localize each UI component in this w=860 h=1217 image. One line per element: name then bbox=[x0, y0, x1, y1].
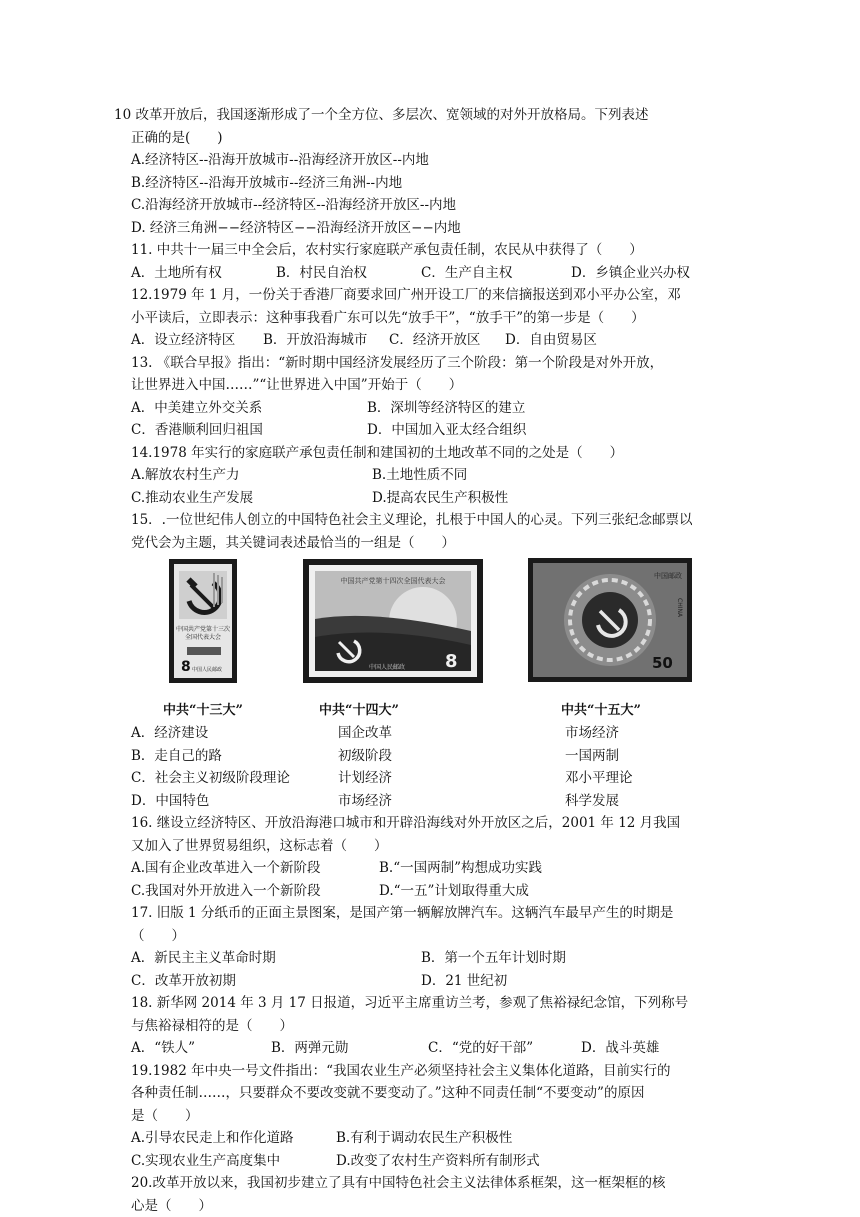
option-b[interactable]: B.有利于调动农民生产积极性 bbox=[336, 1127, 512, 1150]
option-a[interactable]: A．中美建立外交关系 bbox=[131, 397, 262, 420]
options-row bbox=[131, 262, 731, 285]
option-a[interactable]: A.经济特区--沿海开放城市--沿海经济开放区--内地 bbox=[131, 149, 731, 172]
question-13 bbox=[131, 352, 731, 442]
question-stem: 10 改革开放后，我国逐渐形成了一个全方位、多层次、宽领域的对外开放格局。下列表述 bbox=[114, 104, 731, 127]
question-stem: 正确的是( ) bbox=[131, 127, 731, 150]
question-11 bbox=[131, 239, 731, 284]
option-cell: B．走自己的路 bbox=[131, 745, 222, 768]
question-stem: 与焦裕禄相符的是（ ） bbox=[131, 1015, 731, 1038]
question-stem: 20.改革开放以来，我国初步建立了具有中国特色社会主义法律体系框架，这一框架框的核 bbox=[131, 1172, 731, 1195]
question-stem: 小平读后，立即表示：这种事我看广东可以先“放手干”，“放手干”的第一步是（ ） bbox=[131, 307, 731, 330]
option-c[interactable] bbox=[131, 767, 731, 790]
stamp-caption: 中共“十三大” bbox=[163, 700, 243, 723]
option-d[interactable]: D.改变了农村生产资料所有制形式 bbox=[336, 1150, 540, 1173]
option-b[interactable]: B．深圳等经济特区的建立 bbox=[367, 397, 525, 420]
options-row bbox=[131, 419, 731, 442]
question-stem: 19.1982 年中央一号文件指出：“我国农业生产必须坚持社会主义集体化道路，目前实行的 bbox=[131, 1060, 731, 1083]
question-stem: 各种责任制……，只要群众不要改变就不要变动了。”这种不同责任制“不要变动”的原因 bbox=[131, 1082, 731, 1105]
questions-content bbox=[131, 104, 731, 1217]
option-d[interactable]: D.提高农民生产积极性 bbox=[372, 487, 508, 510]
options-row bbox=[131, 857, 731, 880]
stamp-text: 中国人民邮政 bbox=[369, 663, 405, 671]
option-cell: 邓小平理论 bbox=[565, 767, 633, 790]
option-cell: C．社会主义初级阶段理论 bbox=[131, 767, 290, 790]
option-b[interactable]: B.“一国两制”构想成功实践 bbox=[379, 857, 542, 880]
option-a[interactable]: A.国有企业改革进入一个新阶段 bbox=[131, 857, 321, 880]
option-a[interactable]: A.引导农民走上和作化道路 bbox=[131, 1127, 294, 1150]
option-a[interactable]: A.解放农村生产力 bbox=[131, 464, 240, 487]
option-d[interactable] bbox=[131, 790, 731, 813]
option-cell: 初级阶段 bbox=[338, 745, 392, 768]
option-a[interactable]: A．设立经济特区 bbox=[131, 329, 235, 352]
options-row bbox=[131, 970, 731, 993]
option-b[interactable]: B.经济特区--沿海开放城市--经济三角洲--内地 bbox=[131, 172, 731, 195]
stamp-text: 中国邮政 bbox=[654, 571, 682, 580]
option-b[interactable]: B．村民自治权 bbox=[276, 262, 367, 285]
stamp-value: 8 bbox=[445, 651, 458, 672]
options-row bbox=[131, 880, 731, 903]
question-stem: 13. 《联合早报》指出：“新时期中国经济发展经历了三个阶段：第一个阶段是对外开放， bbox=[131, 352, 731, 375]
option-d[interactable]: D．自由贸易区 bbox=[505, 329, 597, 352]
stamp-value: 50 bbox=[652, 654, 673, 672]
stamp-14th-congress bbox=[303, 559, 483, 683]
question-stem: 又加入了世界贸易组织，这标志着（ ） bbox=[131, 835, 731, 858]
option-cell: 市场经济 bbox=[338, 790, 392, 813]
question-stem: 18. 新华网 2014 年 3 月 17 日报道，习近平主席重访兰考，参观了焦裕禄纪念馆，下列称号 bbox=[131, 992, 731, 1015]
stamp-caption: 中共“十五大” bbox=[561, 700, 641, 723]
option-b[interactable]: B．开放沿海城市 bbox=[263, 329, 367, 352]
option-c[interactable]: C.沿海经济开放城市--经济特区--沿海经济开放区--内地 bbox=[131, 194, 731, 217]
option-a[interactable]: A．新民主主义革命时期 bbox=[131, 947, 276, 970]
option-a[interactable]: A．土地所有权 bbox=[131, 262, 222, 285]
question-stem: 心是（ ） bbox=[131, 1195, 731, 1217]
option-c[interactable]: C．经济开放区 bbox=[389, 329, 480, 352]
question-18 bbox=[131, 992, 731, 1060]
option-d[interactable]: D．21 世纪初 bbox=[421, 970, 507, 993]
question-stem: 是（ ） bbox=[131, 1105, 731, 1128]
stamp-text: CHINA bbox=[676, 598, 683, 618]
question-10 bbox=[131, 104, 731, 239]
stamp-text: 全国代表大会 bbox=[185, 633, 221, 641]
question-stem: 16. 继设立经济特区、开放沿海港口城市和开辟沿海线对外开放区之后，2001 年 12 月我国 bbox=[131, 812, 731, 835]
option-a[interactable]: A．“铁人” bbox=[131, 1037, 195, 1060]
option-c[interactable]: C．“党的好干部” bbox=[428, 1037, 533, 1060]
option-d[interactable]: D.“一五”计划取得重大成 bbox=[379, 880, 529, 903]
question-19 bbox=[131, 1060, 731, 1173]
option-a[interactable] bbox=[131, 722, 731, 745]
stamp-caption: 中共“十四大” bbox=[319, 700, 399, 723]
option-c[interactable]: C．香港顺利回归祖国 bbox=[131, 419, 263, 442]
stamp-13th-congress bbox=[169, 559, 237, 683]
options-row bbox=[131, 1150, 731, 1173]
option-b[interactable] bbox=[131, 745, 731, 768]
option-c[interactable]: C.推动农业生产发展 bbox=[131, 487, 253, 510]
option-cell: D．中国特色 bbox=[131, 790, 209, 813]
stamps-row bbox=[131, 558, 731, 700]
option-c[interactable]: C.我国对外开放进入一个新阶段 bbox=[131, 880, 321, 903]
stamp-text: 中国共产党第十三次 bbox=[176, 625, 230, 633]
stamp-text: 中国人民邮政 bbox=[192, 666, 222, 673]
option-cell: 计划经济 bbox=[338, 767, 392, 790]
question-stem: 党代会为主题，其关键词表述最恰当的一组是（ ） bbox=[131, 532, 731, 555]
option-d[interactable]: D．中国加入亚太经合组织 bbox=[367, 419, 526, 442]
options-row bbox=[131, 329, 731, 352]
question-stem: 14.1978 年实行的家庭联产承包责任制和建国初的土地改革不同的之处是（ ） bbox=[131, 442, 731, 465]
options-row bbox=[131, 1127, 731, 1150]
svg-text:8: 8 bbox=[181, 659, 191, 675]
question-14 bbox=[131, 442, 731, 510]
options-row bbox=[131, 487, 731, 510]
options-row bbox=[131, 397, 731, 420]
option-c[interactable]: C．改革开放初期 bbox=[131, 970, 236, 993]
question-stem: 15．.一位世纪伟人创立的中国特色社会主义理论，扎根于中国人的心灵。下列三张纪念邮票以 bbox=[131, 509, 731, 532]
option-cell: 一国两制 bbox=[565, 745, 619, 768]
stamp-captions bbox=[131, 700, 731, 722]
option-b[interactable]: B．第一个五年计划时期 bbox=[421, 947, 566, 970]
question-15 bbox=[131, 509, 731, 812]
option-c[interactable]: C．生产自主权 bbox=[421, 262, 512, 285]
option-b[interactable]: B．两弹元勋 bbox=[271, 1037, 348, 1060]
option-d[interactable]: D．乡镇企业兴办权 bbox=[571, 262, 690, 285]
question-stem: 12.1979 年 1 月，一份关于香港厂商要求回广州开设工厂的来信摘报送到邓小平办公室，邓 bbox=[131, 284, 731, 307]
question-20 bbox=[131, 1172, 731, 1217]
stamp-text: 中国共产党第十四次全国代表大会 bbox=[341, 576, 446, 585]
option-b[interactable]: B.土地性质不同 bbox=[372, 464, 467, 487]
options-row bbox=[131, 1037, 731, 1060]
option-d[interactable]: D．战斗英雄 bbox=[581, 1037, 659, 1060]
question-16 bbox=[131, 812, 731, 902]
option-cell: 科学发展 bbox=[565, 790, 619, 813]
question-17 bbox=[131, 902, 731, 992]
option-cell: A．经济建设 bbox=[131, 722, 208, 745]
question-12 bbox=[131, 284, 731, 352]
option-c[interactable]: C.实现农业生产高度集中 bbox=[131, 1150, 280, 1173]
option-cell: 市场经济 bbox=[565, 722, 619, 745]
options-row bbox=[131, 464, 731, 487]
option-cell: 国企改革 bbox=[338, 722, 392, 745]
options-row bbox=[131, 947, 731, 970]
question-stem: （ ） bbox=[131, 925, 731, 948]
stamp-15th-congress bbox=[528, 558, 692, 682]
question-stem: 11. 中共十一届三中全会后，农村实行家庭联产承包责任制，农民从中获得了（ ） bbox=[131, 239, 731, 262]
question-stem: 让世界进入中国……”“让世界进入中国”开始于（ ） bbox=[131, 374, 731, 397]
option-d[interactable]: D. 经济三角洲−−经济特区−−沿海经济开放区−−内地 bbox=[131, 217, 731, 240]
question-stem: 17. 旧版 1 分纸币的正面主景图案，是国产第一辆解放牌汽车。这辆汽车最早产生的时期是 bbox=[131, 902, 731, 925]
